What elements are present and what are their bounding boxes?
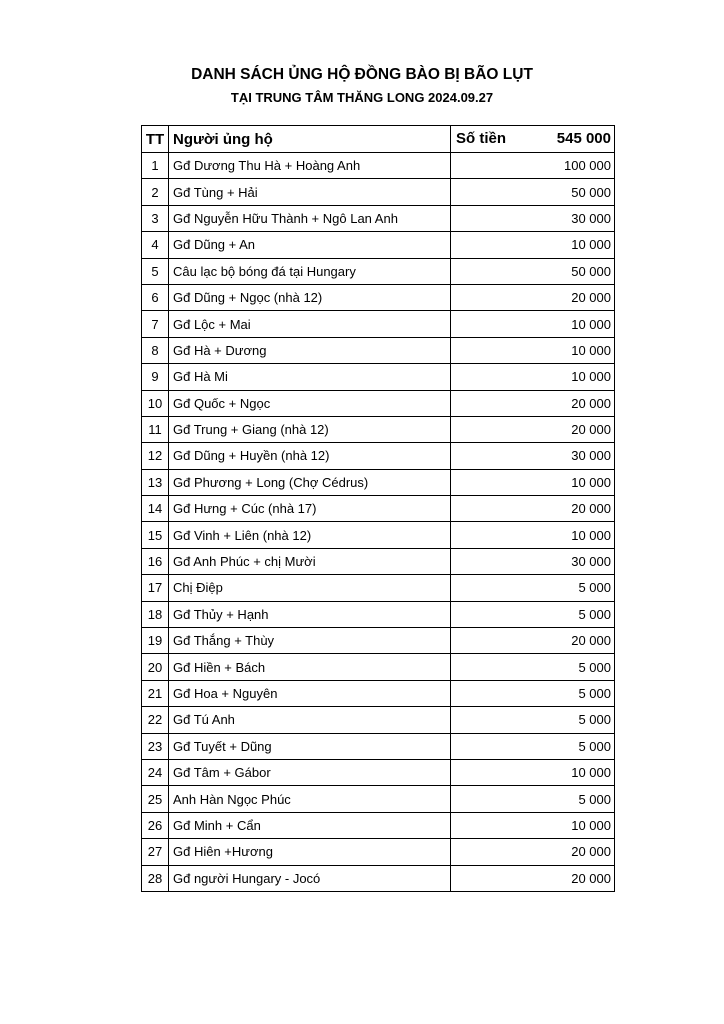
donation-amount: 5 000 (451, 707, 615, 733)
donation-amount: 20 000 (451, 284, 615, 310)
donation-amount: 30 000 (451, 205, 615, 231)
row-number: 13 (142, 469, 169, 495)
table-row (142, 232, 615, 258)
donation-amount: 5 000 (451, 733, 615, 759)
row-number: 11 (142, 416, 169, 442)
row-number: 27 (142, 839, 169, 865)
row-number: 18 (142, 601, 169, 627)
donor-name: Gđ Hoa + Nguyên (169, 680, 451, 706)
donor-name: Gđ Tuyết + Dũng (169, 733, 451, 759)
donor-name: Gđ Minh + Cẩn (169, 812, 451, 838)
row-number: 20 (142, 654, 169, 680)
donor-name: Anh Hàn Ngọc Phúc (169, 786, 451, 812)
table-row (142, 284, 615, 310)
donation-amount: 10 000 (451, 812, 615, 838)
table-row (142, 759, 615, 785)
donor-name: Gđ Tâm + Gábor (169, 759, 451, 785)
table-row (142, 865, 615, 891)
row-number: 17 (142, 575, 169, 601)
donor-name: Gđ Hiên +Hương (169, 839, 451, 865)
donor-name: Gđ Dũng + Ngọc (nhà 12) (169, 284, 451, 310)
table-row (142, 496, 615, 522)
table-row (142, 522, 615, 548)
table-row (142, 786, 615, 812)
donor-name: Gđ Hưng + Cúc (nhà 17) (169, 496, 451, 522)
donor-name: Gđ Hà + Dương (169, 337, 451, 363)
table-row (142, 443, 615, 469)
table-row (142, 337, 615, 363)
donor-table (141, 125, 615, 892)
row-number: 4 (142, 232, 169, 258)
table-row (142, 839, 615, 865)
donor-name: Gđ Dũng + Huyền (nhà 12) (169, 443, 451, 469)
donation-amount: 30 000 (451, 443, 615, 469)
donor-name: Gđ Vinh + Liên (nhà 12) (169, 522, 451, 548)
donation-amount: 5 000 (451, 575, 615, 601)
row-number: 5 (142, 258, 169, 284)
table-body (142, 153, 615, 892)
table-row (142, 628, 615, 654)
donation-amount: 5 000 (451, 786, 615, 812)
row-number: 9 (142, 364, 169, 390)
table-row (142, 416, 615, 442)
header-donor: Người ủng hộ (169, 126, 451, 153)
table-row (142, 707, 615, 733)
row-number: 25 (142, 786, 169, 812)
table-row (142, 311, 615, 337)
row-number: 1 (142, 153, 169, 179)
donor-name: Câu lạc bộ bóng đá tại Hungary (169, 258, 451, 284)
donor-name: Gđ Dũng + An (169, 232, 451, 258)
donor-name: Gđ Phương + Long (Chợ Cédrus) (169, 469, 451, 495)
donation-amount: 10 000 (451, 759, 615, 785)
table-row (142, 733, 615, 759)
row-number: 7 (142, 311, 169, 337)
total-amount: 545 000 (556, 130, 611, 147)
donor-name: Gđ Hiền + Bách (169, 654, 451, 680)
donor-name: Chị Điệp (169, 575, 451, 601)
donation-amount: 20 000 (451, 865, 615, 891)
donor-name: Gđ Dương Thu Hà + Hoàng Anh (169, 153, 451, 179)
document-subtitle: TẠI TRUNG TÂM THĂNG LONG 2024.09.27 (230, 90, 494, 105)
donation-amount: 5 000 (451, 654, 615, 680)
donation-amount: 30 000 (451, 548, 615, 574)
donation-amount: 10 000 (451, 522, 615, 548)
donor-name: Gđ Anh Phúc + chị Mười (169, 548, 451, 574)
donor-name: Gđ Nguyễn Hữu Thành + Ngô Lan Anh (169, 205, 451, 231)
donation-amount: 10 000 (451, 311, 615, 337)
row-number: 28 (142, 865, 169, 891)
donation-amount: 20 000 (451, 628, 615, 654)
row-number: 8 (142, 337, 169, 363)
table-row (142, 469, 615, 495)
row-number: 3 (142, 205, 169, 231)
row-number: 16 (142, 548, 169, 574)
donor-name: Gđ Hà Mi (169, 364, 451, 390)
row-number: 22 (142, 707, 169, 733)
row-number: 23 (142, 733, 169, 759)
donation-amount: 20 000 (451, 839, 615, 865)
table-row (142, 153, 615, 179)
table-row (142, 258, 615, 284)
donor-name: Gđ Thủy + Hạnh (169, 601, 451, 627)
row-number: 14 (142, 496, 169, 522)
table-row (142, 680, 615, 706)
table-row (142, 548, 615, 574)
row-number: 19 (142, 628, 169, 654)
row-number: 24 (142, 759, 169, 785)
donor-name: Gđ Quốc + Ngọc (169, 390, 451, 416)
donation-amount: 5 000 (451, 680, 615, 706)
donation-amount: 50 000 (451, 258, 615, 284)
row-number: 26 (142, 812, 169, 838)
table-row (142, 601, 615, 627)
header-amount-cell (451, 126, 615, 153)
table-row (142, 812, 615, 838)
row-number: 6 (142, 284, 169, 310)
donor-name: Gđ Trung + Giang (nhà 12) (169, 416, 451, 442)
table-row (142, 390, 615, 416)
table-row (142, 205, 615, 231)
table-row (142, 575, 615, 601)
donation-amount: 20 000 (451, 496, 615, 522)
table-row (142, 654, 615, 680)
document-title: DANH SÁCH ỦNG HỘ ĐỒNG BÀO BỊ BÃO LỤT (191, 66, 533, 83)
donor-name: Gđ Thắng + Thùy (169, 628, 451, 654)
row-number: 10 (142, 390, 169, 416)
table-row (142, 179, 615, 205)
donation-amount: 20 000 (451, 416, 615, 442)
donation-amount: 100 000 (451, 153, 615, 179)
donation-amount: 10 000 (451, 364, 615, 390)
row-number: 2 (142, 179, 169, 205)
donation-amount: 10 000 (451, 232, 615, 258)
donation-amount: 50 000 (451, 179, 615, 205)
row-number: 21 (142, 680, 169, 706)
donation-amount: 5 000 (451, 601, 615, 627)
row-number: 15 (142, 522, 169, 548)
donor-name: Gđ Tú Anh (169, 707, 451, 733)
donation-amount: 10 000 (451, 469, 615, 495)
header-no: TT (142, 126, 169, 153)
row-number: 12 (142, 443, 169, 469)
donation-amount: 10 000 (451, 337, 615, 363)
donor-name: Gđ Tùng + Hải (169, 179, 451, 205)
donor-name: Gđ Lộc + Mai (169, 311, 451, 337)
table-row (142, 364, 615, 390)
table-header-row (142, 126, 615, 153)
donor-name: Gđ người Hungary - Jocó (169, 865, 451, 891)
header-amount: Số tiền (456, 130, 507, 147)
donation-amount: 20 000 (451, 390, 615, 416)
